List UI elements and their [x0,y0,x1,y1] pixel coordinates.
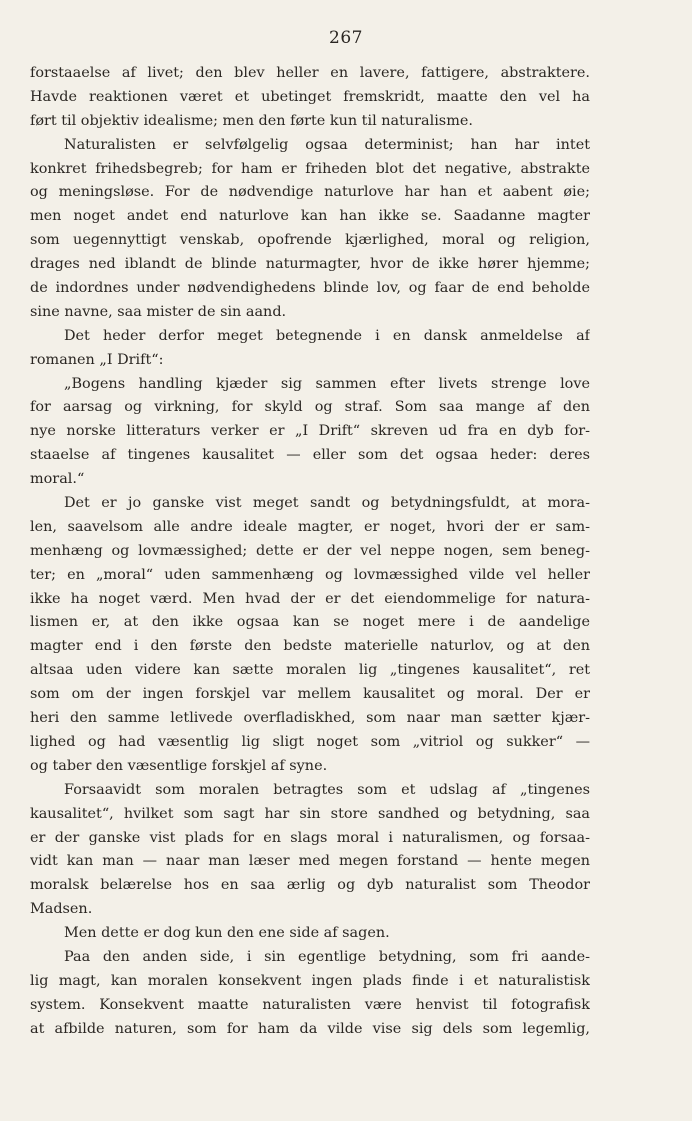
text-line: „Bogens handling kjæder sig sammen efter livets strenge love [64,375,590,392]
text-line: magter end i den første den bedste materielle naturlov, og at den [30,638,590,655]
text-line: lig magt, kan moralen konsekvent ingen plads finde i et naturalistisk [30,972,590,989]
page-number: 267 [329,28,363,48]
text-line: staaelse af tingenes kausalitet — eller som det ogsaa heder: deres [30,447,590,464]
text-line: for aarsag og virkning, for skyld og straf. Som saa mange af den [30,399,590,416]
text-line: moral.“ [30,471,85,488]
text-line: kausalitet“, hvilket som sagt har sin store sandhed og betydning, saa [30,805,590,822]
text-line: moralsk belærelse hos en saa ærlig og dyb naturalist som Theodor [30,877,590,894]
text-line: Forsaavidt som moralen betragtes som et udslag af „tingenes [64,781,590,798]
text-line: altsaa uden videre kan sætte moralen lig „tingenes kausalitet“, ret [30,662,590,679]
text-line: ikke ha noget værd. Men hvad der er det eiendommelige for natura- [30,590,590,607]
text-line: de indordnes under nødvendighedens blinde lov, og faar de end beholde [30,280,590,297]
text-line: Paa den anden side, i sin egentlige betydning, som fri aande- [64,948,590,965]
text-line: men noget andet end naturlove kan han ikke se. Saadanne magter [30,208,590,225]
text-line: er der ganske vist plads for en slags moral i naturalismen, og forsaa- [30,829,590,846]
text-line: at afbilde naturen, som for ham da vilde vise sig dels som legemlig, [30,1020,590,1037]
text-line: romanen „I Drift“: [30,351,164,368]
text-line: drages ned iblandt de blinde naturmagter, hvor de ikke hører hjemme; [30,256,590,273]
text-line: og meningsløse. For de nødvendige naturlove har han et aabent øie; [30,184,590,201]
text-line: Madsen. [30,901,93,918]
text-line: forstaaelse af livet; den blev heller en lavere, fattigere, abstraktere. [30,65,590,81]
text-line: sine navne, saa mister de sin aand. [30,303,287,320]
text-line: lighed og had væsentlig lig sligt noget som „vitriol og sukker“ — [30,733,590,750]
text-line: Det heder derfor meget betegnende i en dansk anmeldelse af [64,327,590,344]
text-line: konkret frihedsbegreb; for ham er friheden blot det negative, abstrakte [30,160,590,177]
text-line: vidt kan man — naar man læser med megen forstand — hente megen [30,853,590,870]
text-line: ført til objektiv idealisme; men den førte kun til naturalisme. [30,112,473,129]
body-text [30,62,590,1042]
text-line: Havde reaktionen været et ubetinget fremskridt, maatte den vel ha [30,88,590,105]
text-line: som uegennyttigt venskab, opofrende kjærlighed, moral og religion, [30,232,590,249]
text-line: Det er jo ganske vist meget sandt og betydningsfuldt, at mora- [64,495,590,512]
text-line: heri den samme letlivede overfladiskhed, som naar man sætter kjær- [30,710,590,727]
text-line: system. Konsekvent maatte naturalisten være henvist til fotografisk [30,996,590,1013]
text-line: nye norske litteraturs verker er „I Drift“ skreven ud fra en dyb for- [30,423,590,440]
text-line: og taber den væsentlige forskjel af syne. [30,757,328,774]
text-line: Naturalisten er selvfølgelig ogsaa determinist; han har intet [64,136,590,153]
text-line: lismen er, at den ikke ogsaa kan se noget mere i de aandelige [30,614,590,631]
text-line: Men dette er dog kun den ene side af sagen. [64,925,390,942]
text-line: som om der ingen forskjel var mellem kausalitet og moral. Der er [30,686,590,703]
text-line: len, saavelsom alle andre ideale magter, er noget, hvori der er sam- [30,518,590,535]
text-line: ter; en „moral“ uden sammenhæng og lovmæssighed vilde vel heller [30,566,590,583]
text-line: menhæng og lovmæssighed; dette er der vel neppe nogen, sem beneg- [30,542,590,559]
